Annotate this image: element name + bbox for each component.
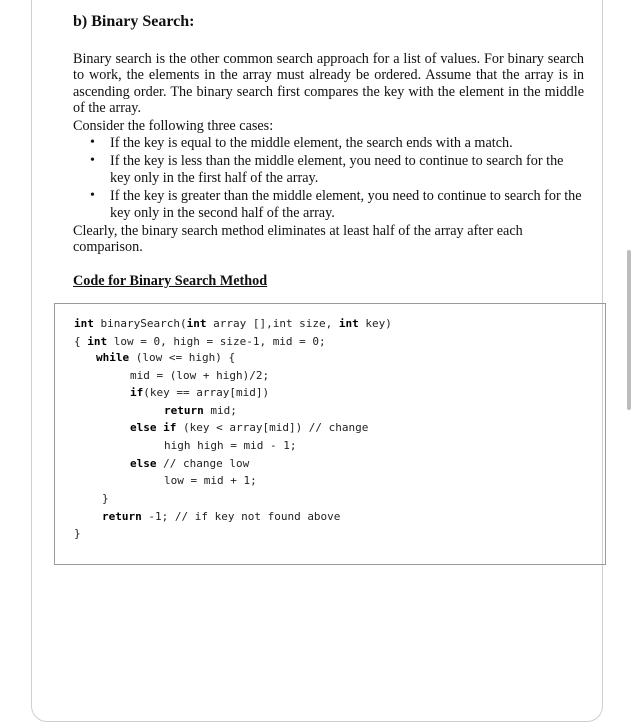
- code-line: else if (key < array[mid]) // change: [130, 421, 369, 434]
- code-line: return mid;: [164, 404, 237, 417]
- case-text: If the key is less than the middle element, you need to continue to search for the key only in the first half of the array.: [110, 153, 564, 186]
- list-item: [90, 188, 584, 221]
- code-line: if(key == array[mid]): [130, 386, 270, 399]
- list-item: [90, 153, 584, 186]
- code-line: }: [74, 527, 81, 540]
- code-line: return -1; // if key not found above: [102, 510, 341, 523]
- code-line: while (low <= high) {: [96, 351, 236, 364]
- code-line: int binarySearch(int array [],int size, int key): [74, 317, 392, 330]
- conclusion-paragraph: Clearly, the binary search method eliminates at least half of the array after each comparison.: [73, 223, 523, 256]
- code-line: else // change low: [130, 457, 250, 470]
- code-line: mid = (low + high)/2;: [130, 369, 270, 382]
- case-text: If the key is greater than the middle element, you need to continue to search for the key only in the second half of the array.: [110, 188, 582, 221]
- code-line: low = mid + 1;: [164, 474, 257, 487]
- section-heading: b) Binary Search:: [73, 13, 195, 30]
- bullet-icon: •: [90, 135, 95, 150]
- intro-paragraph: Binary search is the other common search approach for a list of values. For binary search to work, the elements in the array must already be ordered. Assume that the array is in ascending order. The binary search first compares the key with the element in the middle of the array.: [73, 51, 584, 117]
- case-text: If the key is equal to the middle element, the search ends with a match.: [110, 135, 513, 151]
- consider-text: Consider the following three cases:: [73, 118, 274, 134]
- cases-list: [90, 135, 584, 223]
- code-line: high high = mid - 1;: [164, 439, 297, 452]
- bullet-icon: •: [90, 188, 95, 204]
- code-title: Code for Binary Search Method: [73, 273, 268, 289]
- list-item: [90, 135, 584, 151]
- scrollbar[interactable]: [627, 250, 631, 410]
- code-line: }: [102, 492, 109, 505]
- bullet-icon: •: [90, 153, 95, 169]
- code-line: { int low = 0, high = size-1, mid = 0;: [74, 335, 326, 348]
